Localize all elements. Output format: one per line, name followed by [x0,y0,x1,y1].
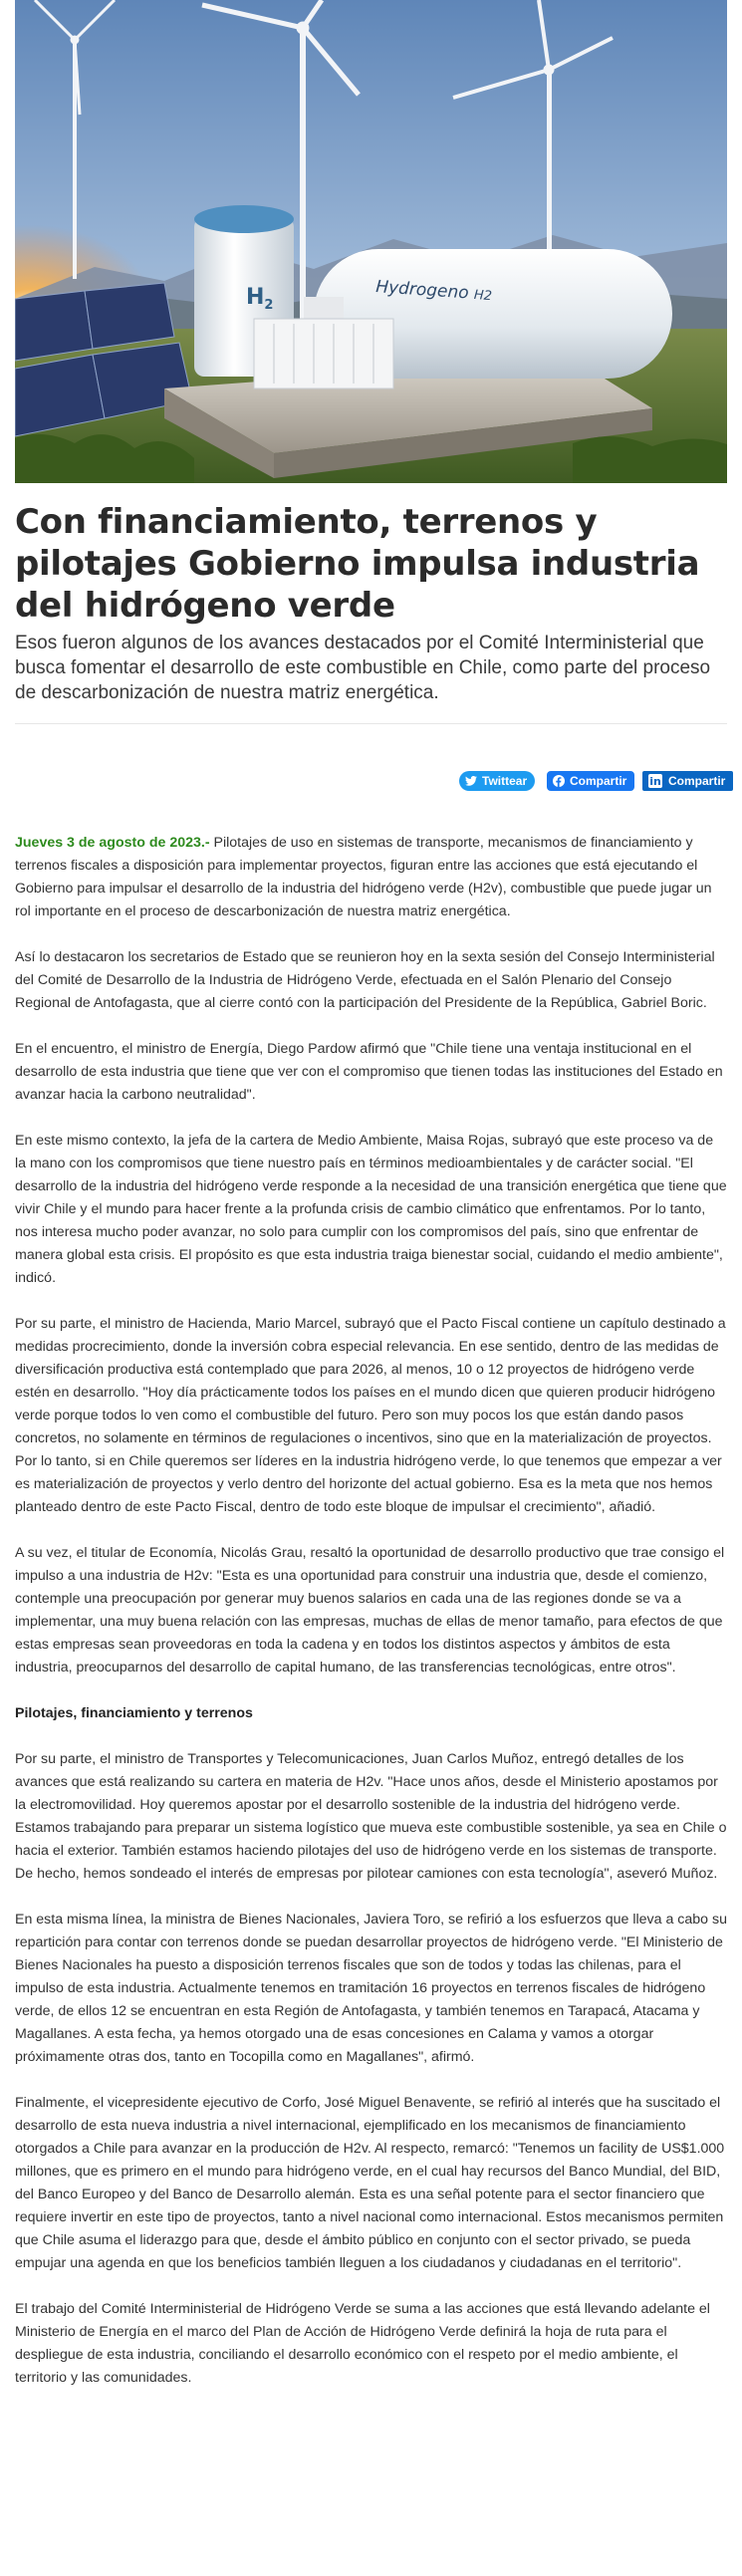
small-tank-sub: 2 [264,298,274,313]
facebook-share-button[interactable] [547,771,634,791]
article-lead: Esos fueron algunos de los avances destacados por el Comité Interministerial que busca fomentar el desarrollo de este combustible en Chile, como parte del proceso de descarbonización de nuestra matriz energética. [15,633,711,703]
paragraph-9: Finalmente, el vicepresidente ejecutivo de Corfo, José Miguel Benavente, se refirió al interés que ha suscitado el desarrollo de esta nueva industria a nivel internacional, ejemplificado en los mecanismos de financiamiento otorgados a Chile para avanzar en la producción de H2v. Al respecto, remarcó: "Tenemos un facility de US$1.000 millones, que es primero en el mundo para hidrógeno verde, en el cual hay recursos del Banco Mundial, del BID, del Banco Europeo y del Banco de Desarrollo alemán. Esta es una señal potente para el sector financiero que requiere invertir en este tipo de proyectos, tanto a nivel nacional como internacional. Estos mecanismos permiten que Chile asuma el liderazgo para que, desde el ámbito público en conjunto con el sector privado, se pueda empujar una agenda en que los beneficios también lleguen a los ciudadanos y ciudadanas en el territorio". [15,2095,725,2271]
paragraph-1-text: Pilotajes de uso en sistemas de transporte, mecanismos de financiamiento y terrenos fiscales a disposición para implementar proyectos, figuran entre las acciones que está ejecutando el Gobierno para impulsar el desarrollo de la industria del hidrógeno verde (H2v), combustible que puede jugar un rol importante en el proceso de descarbonización de nuestra matriz energética. [15,835,712,919]
linkedin-share-label: Compartir [668,774,726,788]
facebook-icon [553,775,565,787]
paragraph-2: Así lo destacaron los secretarios de Estado que se reunieron hoy en la sexta sesión del Consejo Interministerial del Comité de Desarrollo de la Industria de Hidrógeno Verde, efectuada en el Salón Plenario del Consejo Regional de Antofagasta, que al cierre contó con la participación del Presidente de la República, Gabriel Boric. [15,949,715,1011]
hero-image [15,0,727,483]
paragraph-10: El trabajo del Comité Interministerial de Hidrógeno Verde se suma a las acciones que está llevando adelante el Ministerio de Energía en el marco del Plan de Acción de Hidrógeno Verde definirá la hoja de ruta para el despliegue de esta industria, conciliando el desarrollo económico con el respeto por el medio ambiente, el territorio y las comunidades. [15,2301,710,2386]
paragraph-1 [15,832,727,923]
linkedin-share-button[interactable] [642,771,733,791]
article-title: Con financiamiento, terrenos y pilotajes Gobierno impulsa industria del hidrógeno verde [15,502,700,626]
large-tank-sub: H2 [473,287,493,305]
small-tank-label: H [246,285,265,310]
paragraph-6: A su vez, el titular de Economía, Nicolás Grau, resaltó la oportunidad de desarrollo productivo que trae consigo el impulso a una industria de H2v: "Esta es una oportunidad para construir una industria que, desde el comienzo, contemple una preocupación por generar muy buenos salarios en cada una de las regiones donde se va a implementar, una muy buena relación con las empresas, muchas de ellas de menor tamaño, para efectos de que estas empresas sean proveedoras en toda la cadena y en todos los distintos aspectos y ámbitos de esta industria, preocuparnos del desarrollo de capital humano, de las transferencias tecnológicas, entre otros". [15,1545,725,1675]
large-tank-label: Hydrogeno [374,277,470,304]
linkedin-icon: in [649,774,661,788]
twitter-share-label: Twittear [482,774,528,788]
article-date: Jueves 3 de agosto de 2023.- [15,835,210,851]
share-twitter-wrap [459,771,535,791]
share-facebook-wrap [547,771,634,791]
paragraph-5: Por su parte, el ministro de Hacienda, Mario Marcel, subrayó que el Pacto Fiscal contiene un capítulo destinado a medidas procrecimiento, donde la inversión cobra especial relevancia. En ese sentido, dentro de las medidas de diversificación productiva está contemplado que para 2026, al menos, 10 o 12 proyectos de hidrógeno verde estén en desarrollo. "Hoy día prácticamente todos los países en el mundo dicen que quieren producir hidrógeno verde porque todos lo ven como el combustible del futuro. Pero son muy pocos los que están dando pasos concretos, no solamente en términos de regulaciones o incentivos, sino que en la materialización de proyectos. Por lo tanto, si en Chile queremos ser líderes en la industria hidrógeno verde, lo que tenemos que empezar a ver es materialización de proyectos y verlo dentro del horizonte del actual gobierno. Esa es la meta que nos hemos planteado dentro de este Pacto Fiscal, dentro de todo este bloque de impulsar el crecimiento", añadió. [15,1316,726,1515]
share-linkedin-wrap [642,771,733,791]
paragraph-8: En esta misma línea, la ministra de Bienes Nacionales, Javiera Toro, se refirió a los esfuerzos que lleva a cabo su repartición para contar con terrenos donde se puedan desarrollar proyectos de hidrógeno verde. "El Ministerio de Bienes Nacionales ha puesto a disposición terrenos fiscales que son de todos y todas las chilenas, para el impulso de esta industria. Actualmente tenemos en tramitación 16 proyectos en terrenos fiscales de hidrógeno verde, de ellos 12 se encuentran en esta Región de Antofagasta, y también tenemos en Tarapacá, Atacama y Magallanes. A esta fecha, ya hemos otorgado una de esas concesiones en Calama y vamos a otorgar próximamente otras dos, tanto en Tocopilla como en Magallanes", afirmó. [15,1912,727,2065]
article-body [15,832,727,2390]
twitter-share-button[interactable] [459,771,535,791]
paragraph-3: En el encuentro, el ministro de Energía, Diego Pardow afirmó que "Chile tiene una ventaja institucional en el desarrollo de esta industria que tiene que ver con el compromiso que tienen todas las instituciones del Estado en avanzar hacia la carbono neutralidad". [15,1041,723,1103]
divider [15,723,727,724]
facebook-share-label: Compartir [570,774,627,788]
section-subheading: Pilotajes, financiamiento y terrenos [15,1705,253,1721]
twitter-bird-icon [465,776,477,786]
paragraph-7: Por su parte, el ministro de Transportes y Telecomunicaciones, Juan Carlos Muñoz, entregó detalles de los avances que está realizando su cartera en materia de H2v. "Hace unos años, desde el Ministerio apostamos por la electromovilidad. Hoy queremos apostar por el desarrollo sostenible de la industria del hidrógeno verde. Estamos trabajando para preparar un sistema logístico que mueva este combustible sostenible, ya sea en Chile o hacia el exterior. También estamos haciendo pilotajes del uso de hidrógeno verde en los sistemas de transporte. De hecho, hemos sondeado el interés de empresas por pilotear camiones con esta tecnología", aseveró Muñoz. [15,1751,727,1882]
paragraph-4: En este mismo contexto, la jefa de la cartera de Medio Ambiente, Maisa Rojas, subrayó que este proceso va de la mano con los compromisos que tiene nuestro país en términos medioambientales y de carácter social. "El desarrollo de la industria del hidrógeno verde responde a la necesidad de una transición energética que tiene que vivir Chile y el mundo para hacer frente a la profunda crisis de cambio climático que enfrentamos. Por lo tanto, nos interesa mucho poder avanzar, no solo para cumplir con los compromisos del país, sino que enfrentar de manera global esta crisis. El propósito es que esta industria traiga bienestar social, cuidando el medio ambiente", indicó. [15,1133,727,1286]
